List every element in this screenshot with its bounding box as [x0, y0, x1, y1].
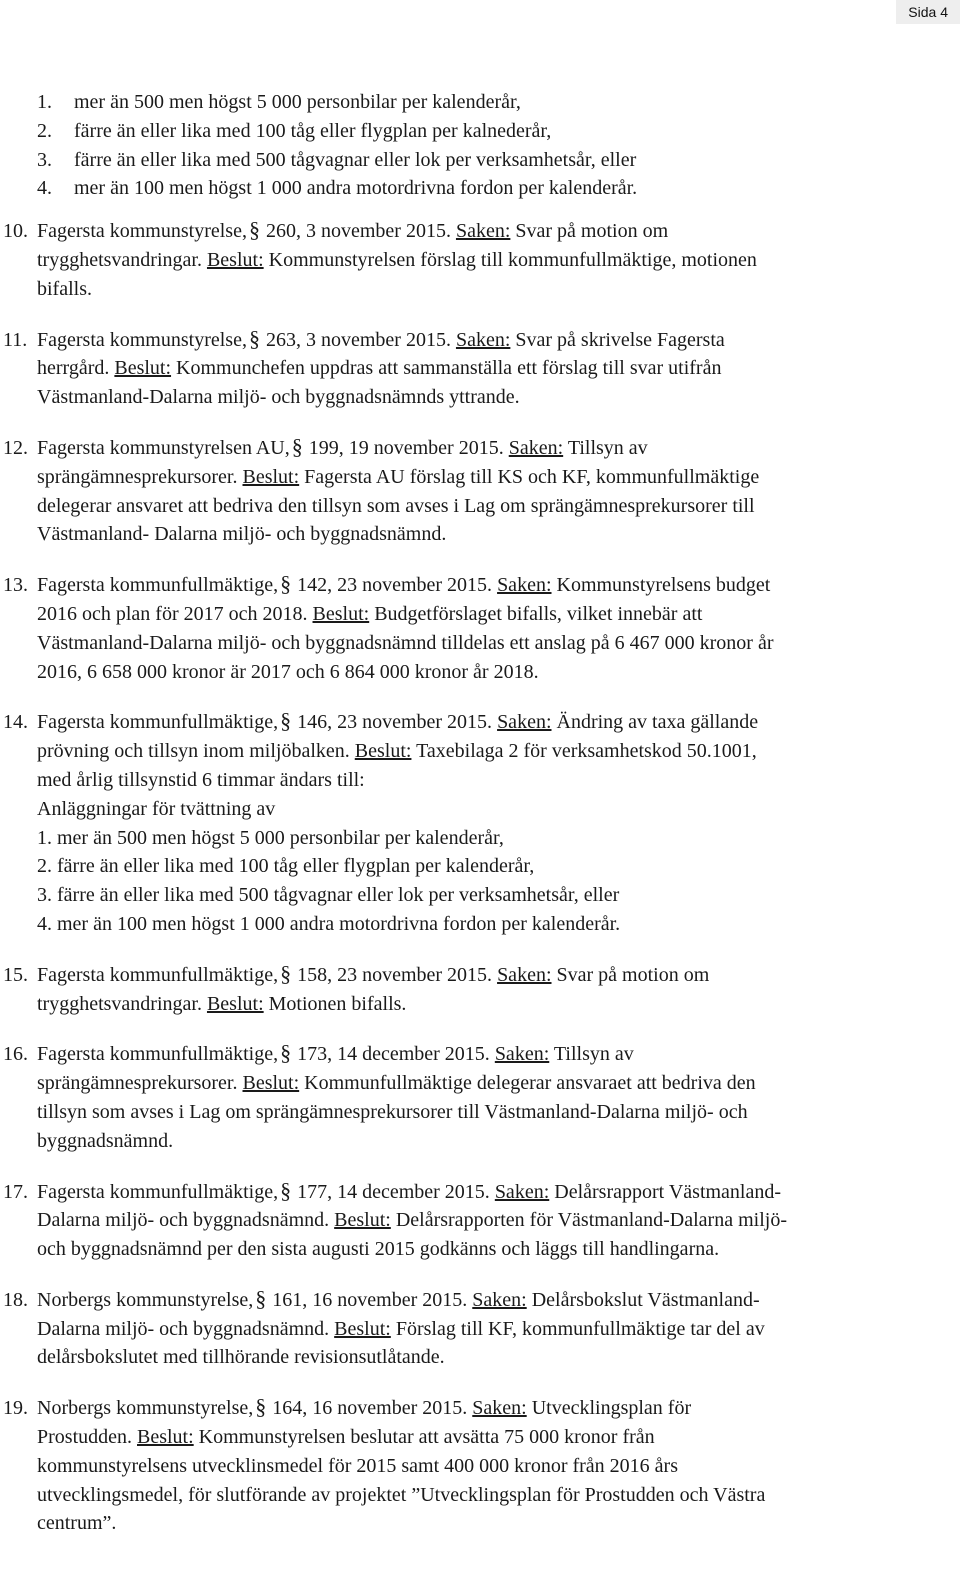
item-number: 11. — [3, 328, 28, 351]
item-organ: Fagersta kommunfullmäktige, — [37, 1180, 279, 1203]
intro-list — [0, 88, 960, 203]
saken-label: Saken: — [455, 220, 511, 243]
paragraph-sign-icon: § — [280, 1177, 292, 1203]
item-organ: Fagersta kommunfullmäktige, — [37, 963, 279, 986]
item-organ: Norbergs kommunstyrelse, — [37, 1397, 254, 1420]
item-number: 16. — [3, 1043, 28, 1066]
saken-label: Saken: — [494, 1180, 550, 1203]
saken-label: Saken: — [494, 1043, 550, 1066]
beslut-label: Beslut: — [334, 1317, 391, 1340]
paragraph-sign-icon: § — [280, 571, 292, 597]
item-reference: 161, 16 november 2015. — [272, 1288, 468, 1311]
decision-item: 13. Fagersta kommunfullmäktige,§ 142, 23 november 2015. Saken: Kommunstyrelsens budget 2016 och plan för 2017 och 2018. Beslut: Budgetförslaget bifalls, vilket innebär att Västmanland-Dalarna miljö- och byggnadsnämnd tilldelas ett anslag på 6 467 000 kronor år 2016, 6 658 000 kronor är 2017 och 6 864 000 kronor år 2018. — [3, 571, 774, 683]
item-number: 13. — [3, 574, 28, 597]
list-item: 4. mer än 100 men högst 1 000 andra motordrivna fordon per kalenderår. — [37, 177, 638, 200]
paragraph-sign-icon: § — [280, 708, 292, 734]
paragraph-sign-icon: § — [280, 1040, 292, 1066]
item-number: 10. — [3, 220, 28, 243]
item-reference: 199, 19 november 2015. — [308, 436, 504, 459]
beslut-label: Beslut: — [114, 357, 172, 380]
item-number: 15. — [3, 963, 28, 986]
item-organ: Norbergs kommunstyrelse, — [37, 1288, 254, 1311]
item-organ: Fagersta kommunfullmäktige, — [37, 574, 279, 597]
item-organ: Fagersta kommunfullmäktige, — [37, 711, 279, 734]
item-reference: 173, 14 december 2015. — [297, 1043, 490, 1066]
paragraph-sign-icon: § — [248, 325, 260, 351]
beslut-label: Beslut: — [137, 1426, 194, 1449]
item-organ: Fagersta kommunstyrelse, — [37, 328, 247, 351]
paragraph-sign-icon: § — [280, 960, 292, 986]
beslut-label: Beslut: — [312, 602, 370, 625]
item-reference: 164, 16 november 2015. — [272, 1397, 468, 1420]
item-organ: Fagersta kommunstyrelse, — [37, 220, 247, 243]
beslut-label: Beslut: — [242, 1072, 300, 1095]
decision-item: 18. Norbergs kommunstyrelse,§ 161, 16 november 2015. Saken: Delårsbokslut Västmanland- Dalarna miljö- och byggnadsnämnd. Beslut: Förslag till KF, kommunfullmäktige tar del av delårsbokslutet med tillhörande revisionsutlåtande. — [3, 1285, 765, 1369]
decision-item: 15. Fagersta kommunfullmäktige,§ 158, 23 november 2015. Saken: Svar på motion om trygghetsvandringar. Beslut: Motionen bifalls. — [3, 960, 710, 1015]
decision-item: 14. Fagersta kommunfullmäktige,§ 146, 23 november 2015. Saken: Ändring av taxa gällande prövning och tillsyn inom miljöbalken. Beslut: Taxebilaga 2 för verksamhetskod 50.1001, med årlig tillsynstid 6 timmar ändars till: Anläggningar för tvättning av 1. mer än 500 men högst 5 000 personbilar per kalenderår, 2. färre än eller lika med 100 tåg eller flygplan per kalenderår, 3. färre än eller lika med 500 tågvagnar eller lok per verksamhetsår, eller 4. mer än 100 men högst 1 000 andra motordrivna fordon per kalenderår. — [3, 708, 759, 935]
list-item: 3. färre än eller lika med 500 tågvagnar eller lok per verksamhetsår, eller — [37, 148, 637, 171]
item-reference: 263, 3 november 2015. — [265, 328, 451, 351]
saken-label: Saken: — [497, 711, 552, 734]
beslut-label: Beslut: — [334, 1209, 391, 1232]
item-number: 17. — [3, 1180, 28, 1203]
decision-item: 16. Fagersta kommunfullmäktige,§ 173, 14 december 2015. Saken: Tillsyn av sprängämnesprekursorer. Beslut: Kommunfullmäktige delegerar ansvaraet att bedriva den tillsyn som avses i Lag om sprängämnesprekursorer till Västmanland-Dalarna miljö- och byggnadsnämnd. — [3, 1040, 756, 1152]
item-reference: 158, 23 november 2015. — [297, 963, 493, 986]
decision-item: 19. Norbergs kommunstyrelse,§ 164, 16 november 2015. Saken: Utvecklingsplan för Prostudden. Beslut: Kommunstyrelsen beslutar att avsätta 75 000 kronor från kommunstyrelsens utvecklinsmedel för 2015 samt 400 000 kronor från 2016 års utvecklingsmedel, för slutförande av projektet ”Utvecklingsplan för Prostudden och Västra centrum”. — [3, 1394, 766, 1535]
item-reference: 142, 23 november 2015. — [297, 574, 493, 597]
paragraph-sign-icon: § — [255, 1285, 267, 1311]
beslut-label: Beslut: — [206, 992, 264, 1015]
beslut-label: Beslut: — [242, 465, 300, 488]
saken-label: Saken: — [497, 574, 552, 597]
decision-item: 17. Fagersta kommunfullmäktige,§ 177, 14 december 2015. Saken: Delårsrapport Västmanland- Dalarna miljö- och byggnadsnämnd. Beslut: Delårsrapporten för Västmanland-Dalarna miljö- och byggnadsnämnd per den sista augusti 2015 godkänns och läggs till handlingarna. — [3, 1177, 787, 1261]
beslut-label: Beslut: — [206, 248, 264, 271]
saken-label: Saken: — [497, 963, 552, 986]
item-organ: Fagersta kommunstyrelsen AU, — [37, 436, 290, 459]
saken-label: Saken: — [455, 328, 511, 351]
saken-label: Saken: — [508, 436, 564, 459]
item-number: 14. — [3, 711, 28, 734]
list-item: 2. färre än eller lika med 100 tåg eller flygplan per kalnederår, — [37, 119, 552, 142]
item-number: 12. — [3, 436, 28, 459]
paragraph-sign-icon: § — [248, 217, 260, 243]
beslut-label: Beslut: — [354, 740, 412, 763]
item-reference: 260, 3 november 2015. — [265, 220, 451, 243]
paragraph-sign-icon: § — [255, 1394, 267, 1420]
document-body — [0, 88, 960, 1560]
item-organ: Fagersta kommunfullmäktige, — [37, 1043, 279, 1066]
decision-item: 11. Fagersta kommunstyrelse,§ 263, 3 november 2015. Saken: Svar på skrivelse Fagersta herrgård. Beslut: Kommunchefen uppdras att sammanställa ett förslag till svar utifrån Västmanland-Dalarna miljö- och byggnadsnämnds yttrande. — [3, 325, 725, 409]
item-reference: 177, 14 december 2015. — [297, 1180, 490, 1203]
item-number: 18. — [3, 1288, 28, 1311]
decision-item: 10. Fagersta kommunstyrelse,§ 260, 3 november 2015. Saken: Svar på motion om trygghetsvandringar. Beslut: Kommunstyrelsen förslag till kommunfullmäktige, motionen bifalls. — [3, 217, 757, 300]
page-number-label: Sida 4 — [896, 0, 960, 24]
decision-item: 12. Fagersta kommunstyrelsen AU,§ 199, 19 november 2015. Saken: Tillsyn av sprängämnesprekursorer. Beslut: Fagersta AU förslag till KS och KF, kommunfullmäktige delegerar ansvaret att bedriva den tillsyn som avses i Lag om sprängämnesprekursorer till Västmanland- Dalarna miljö- och byggnadsnämnd. — [3, 433, 760, 546]
list-item: 1. mer än 500 men högst 5 000 personbilar per kalenderår, — [37, 91, 521, 113]
paragraph-sign-icon: § — [291, 433, 303, 459]
saken-label: Saken: — [472, 1288, 527, 1311]
saken-label: Saken: — [472, 1397, 527, 1420]
item-number: 19. — [3, 1397, 28, 1420]
item-reference: 146, 23 november 2015. — [297, 711, 493, 734]
